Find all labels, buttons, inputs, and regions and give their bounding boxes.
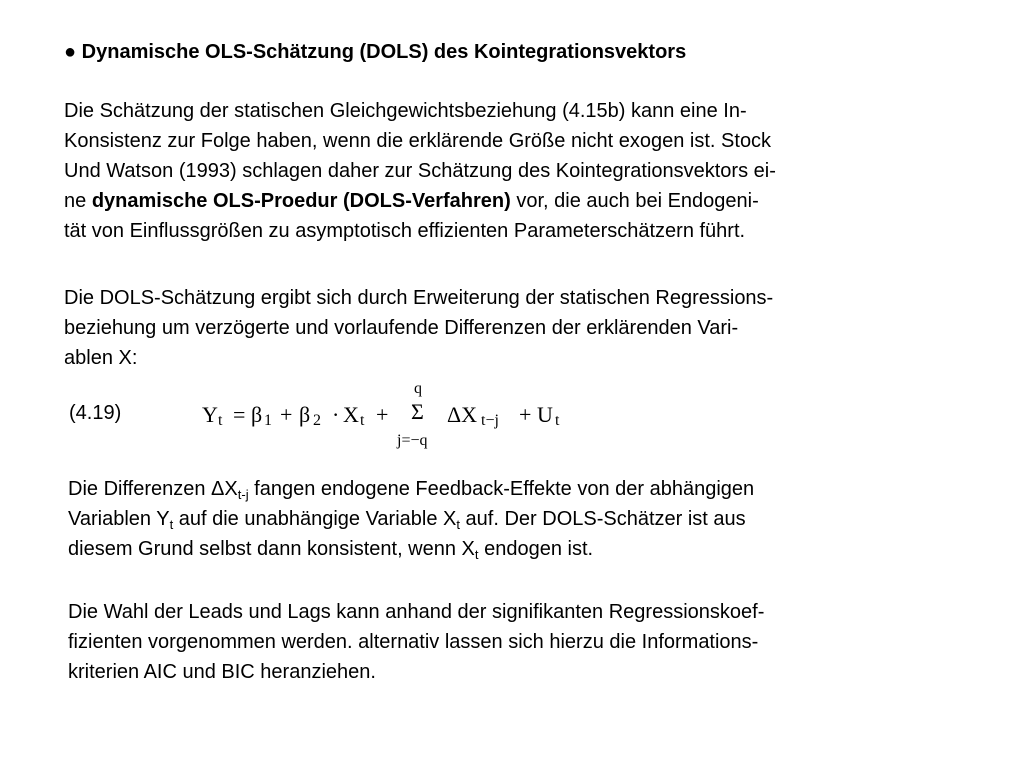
text-line: fizienten vorgenommen werden. alternativ lassen sich hierzu die Informations-	[68, 631, 759, 653]
subscript: t	[169, 517, 174, 532]
text-line: Die Wahl der Leads und Lags kann anhand der signifikanten Regressionskoef-	[68, 601, 765, 623]
eq-dot: ·	[332, 402, 340, 427]
text-line	[68, 504, 978, 534]
eq-sub-tj: t−j	[481, 412, 499, 429]
slide-heading	[64, 40, 686, 64]
subscript: t	[474, 547, 479, 562]
paragraph-intro	[64, 96, 974, 246]
text-line: beziehung um verzögerte und vorlaufende Differenzen der erklärenden Vari-	[64, 317, 739, 339]
eq-U: U	[537, 402, 553, 427]
text-line: Die Schätzung der statischen Gleichgewichtsbeziehung (4.15b) kann eine In-	[64, 100, 747, 122]
eq-deltaX: ΔX	[447, 402, 478, 427]
text-line: Die DOLS-Schätzung ergibt sich durch Erweiterung der statischen Regressions-	[64, 287, 774, 309]
subscript: t-j	[237, 487, 249, 502]
text-line: tät von Einflussgrößen zu asymptotisch effizienten Parameterschätzern führt.	[64, 220, 746, 242]
paragraph-leads-lags	[68, 597, 978, 687]
eq-beta2: β	[299, 402, 311, 427]
text-line: Und Watson (1993) schlagen daher zur Schätzung des Kointegrationsvektors ei-	[64, 160, 776, 182]
eq-sub-1: 1	[264, 412, 272, 429]
eq-sub-t: t	[360, 412, 365, 429]
subscript: t	[456, 517, 460, 532]
eq-Y: Y	[202, 402, 218, 427]
eq-plus: +	[519, 402, 532, 427]
text-line: Konsistenz zur Folge haben, wenn die erklärende Größe nicht exogen ist. Stock	[64, 130, 772, 152]
paragraph-differences	[68, 474, 978, 564]
text-span: endogen ist.	[478, 538, 594, 560]
eq-sub-2: 2	[313, 412, 321, 429]
text-span: auf die unabhängige Variable X	[173, 508, 457, 530]
bullet-marker: ●	[64, 41, 77, 63]
equation-4-19	[200, 380, 580, 460]
text-span: fangen endogene Feedback-Effekte von der abhängigen	[248, 478, 755, 500]
eq-equals: =	[233, 402, 246, 427]
heading-text: Dynamische OLS-Schätzung (DOLS) des Kointegrationsvektors	[81, 41, 687, 63]
paragraph-dols	[64, 283, 974, 373]
text-line: ablen X:	[64, 347, 138, 369]
text-line: kriterien AIC und BIC heranziehen.	[68, 661, 376, 683]
emphasis-dols: dynamische OLS-Proedur (DOLS-Verfahren)	[91, 190, 511, 212]
eq-sum-sign: Σ	[411, 399, 424, 424]
eq-sum-lower: j=−q	[397, 432, 428, 449]
text-span: auf. Der DOLS-Schätzer ist aus	[460, 508, 746, 530]
equation-label: (4.19)	[69, 402, 122, 424]
text-span: diesem Grund selbst dann konsistent, wenn X	[68, 538, 475, 560]
text-line	[68, 474, 978, 504]
text-span: Die Differenzen ΔX	[68, 478, 238, 500]
eq-plus: +	[376, 402, 389, 427]
text-line	[68, 534, 978, 564]
text-span: ne	[64, 190, 92, 212]
text-span: Variablen Y	[68, 508, 170, 530]
eq-sum-upper: q	[414, 380, 422, 397]
eq-sub-t: t	[555, 412, 560, 429]
eq-beta1: β	[251, 402, 263, 427]
eq-sub-t: t	[218, 412, 223, 429]
eq-plus: +	[280, 402, 293, 427]
text-span: vor, die auch bei Endogeni-	[510, 190, 759, 212]
eq-X: X	[343, 402, 359, 427]
text-line	[64, 186, 974, 216]
